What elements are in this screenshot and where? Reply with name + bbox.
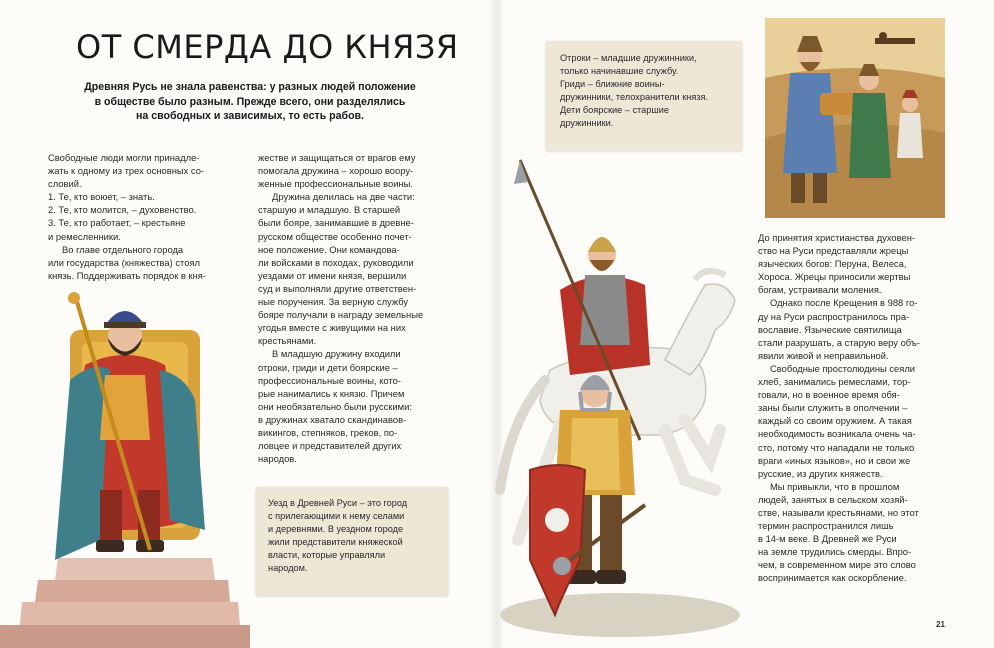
page-number: 21 — [936, 620, 945, 629]
text-line: вославие. Языческие святилища — [758, 323, 902, 335]
text-line: старшую и младшую. В старшей — [258, 204, 401, 216]
page-title: ОТ СМЕРДА ДО КНЯЗЯ — [76, 28, 459, 66]
text-line: или государства (княжества) стоял — [48, 256, 201, 268]
text-line: викингов, степняков, греков, по- — [258, 426, 398, 438]
text-line: богам, устраивали моления. — [758, 284, 882, 296]
text-line: чем, в современном мире это слово — [758, 559, 916, 571]
text-line: на земле трудились смерды. Впро- — [758, 546, 912, 558]
text-line: крестьянами. — [258, 335, 317, 347]
text-line: бояре получали в награду земельные — [258, 309, 424, 321]
text-line: стве, называли крестьянами, но этот — [758, 506, 919, 518]
text-line: народов. — [258, 453, 297, 465]
text-line: необходимость возникала очень ча- — [758, 428, 916, 440]
intro-line: Древняя Русь не знала равенства: у разных людей положение — [84, 81, 416, 93]
intro-line: на свободных и зависимых, то есть рабов. — [136, 110, 364, 122]
text-line: ство на Руси представляли жрецы — [758, 245, 909, 257]
note-line: Уезд в Древней Руси – это город — [268, 498, 408, 508]
note-line: Отроки – младшие дружинники, — [560, 53, 697, 63]
text-line: рые нанимались к князю. Причем — [258, 387, 405, 399]
note-uezd — [256, 487, 448, 595]
text-line: враги «иных языков», но и свои же — [758, 454, 911, 466]
text-column-3 — [758, 231, 958, 585]
text-line: женные профессиональные воины. — [258, 178, 413, 190]
text-line: князь. Поддерживать порядок в кня- — [48, 269, 206, 281]
text-line: Однако после Крещения в 988 го- — [770, 297, 918, 309]
note-line: жили представители княжеской — [268, 537, 403, 547]
note-line: народом. — [268, 563, 308, 573]
text-line: людей, занятых в сельском хозяй- — [758, 493, 908, 505]
peasants-sowing-illustration — [765, 18, 945, 218]
text-line: До принятия христианства духовен- — [758, 232, 916, 243]
text-line: 2. Те, кто молится, – духовенство. — [48, 204, 197, 216]
text-line: русские, из других княжеств. — [758, 467, 883, 479]
text-line: суд и выполняли другие ответствен- — [258, 282, 417, 294]
text-line: были бояре, занимавшие в древне- — [258, 217, 414, 229]
text-line: 3. Те, кто работает, – крестьяне — [48, 217, 186, 229]
text-line: заны были служить в ополчении – — [758, 402, 908, 414]
note-line: дружинники. — [560, 118, 614, 128]
text-line: явили живой и неправильной. — [758, 349, 889, 361]
text-line: каждый со своим оружием. А такая — [758, 415, 912, 427]
text-line: они необязательно были русскими: — [258, 400, 412, 412]
text-line: помогала дружина – хорошо воору- — [258, 165, 414, 177]
text-line: ловцее и представителей других — [258, 440, 402, 452]
text-line: и ремесленники. — [48, 230, 121, 242]
text-line: говали, но в военное время обя- — [758, 389, 900, 401]
text-line: В младшую дружину входили — [272, 348, 401, 360]
text-line: русском обществе особенно почет- — [258, 230, 412, 242]
prince-on-throne-illustration — [0, 290, 250, 648]
text-line: словий. — [48, 178, 82, 190]
text-line: жать к одному из трех основных со- — [48, 165, 205, 177]
text-line: Свободные люди могли принадле- — [48, 152, 200, 163]
text-line: воспринимается как оскорбление. — [758, 572, 907, 584]
note-line: и деревнями. В уездном городе — [268, 524, 404, 534]
intro-line: в обществе было разным. Прежде всего, они разделялись — [94, 95, 406, 108]
note-line: с прилегающими к нему селами — [268, 511, 405, 521]
text-line: термин распространился лишь — [758, 520, 894, 532]
note-ranks — [546, 41, 742, 150]
intro-paragraph — [60, 80, 440, 124]
text-line: Хороса. Жрецы приносили жертвы — [758, 271, 911, 283]
text-line: языческих богов: Перуна, Велеса, — [758, 258, 907, 270]
text-line: в дружинах хватало скандинавов- — [258, 413, 407, 425]
note-line: Гриди – ближние воины- — [560, 79, 665, 89]
text-line: ное положение. Они командова- — [258, 243, 400, 255]
text-line: Мы привыкли, что в прошлом — [770, 480, 900, 492]
note-line: только начинавшие службу. — [560, 66, 679, 76]
text-line: профессиональные воины, кото- — [258, 374, 401, 386]
text-line: Дружина делилась на две части: — [272, 191, 415, 203]
text-line: стали разрушать, а старую веру объ- — [758, 336, 920, 348]
text-line: сто, потому что нападали не только — [758, 441, 915, 453]
text-line: угодья вместе с живущими на них — [258, 322, 406, 334]
text-line: уездами от имени князя, вершили — [258, 269, 407, 281]
note-line: дружинники, телохранители князя. — [560, 92, 709, 102]
text-line: Во главе отдельного города — [62, 243, 184, 255]
text-line: ли войсками в походах, руководили — [258, 256, 414, 268]
warriors-with-horse-illustration — [490, 160, 750, 640]
text-column-2 — [258, 151, 458, 465]
text-column-1 — [48, 151, 248, 282]
text-line: ду на Руси распространилось пра- — [758, 310, 910, 322]
text-line: Свободные простолюдины сеяли — [770, 362, 916, 374]
text-line: жестве и защищаться от врагов ему — [258, 152, 416, 163]
text-line: отроки, гриди и дети боярские – — [258, 361, 398, 373]
note-line: власти, которые управляли — [268, 550, 386, 560]
text-line: 1. Те, кто воюет, – знать. — [48, 191, 155, 203]
text-line: ные поручения. За верную службу — [258, 296, 409, 308]
note-line: Дети боярские – старшие — [560, 105, 669, 115]
text-line: в 14-м веке. В Древней же Руси — [758, 533, 897, 545]
text-line: хлеб, занимались ремеслами, тор- — [758, 376, 911, 388]
